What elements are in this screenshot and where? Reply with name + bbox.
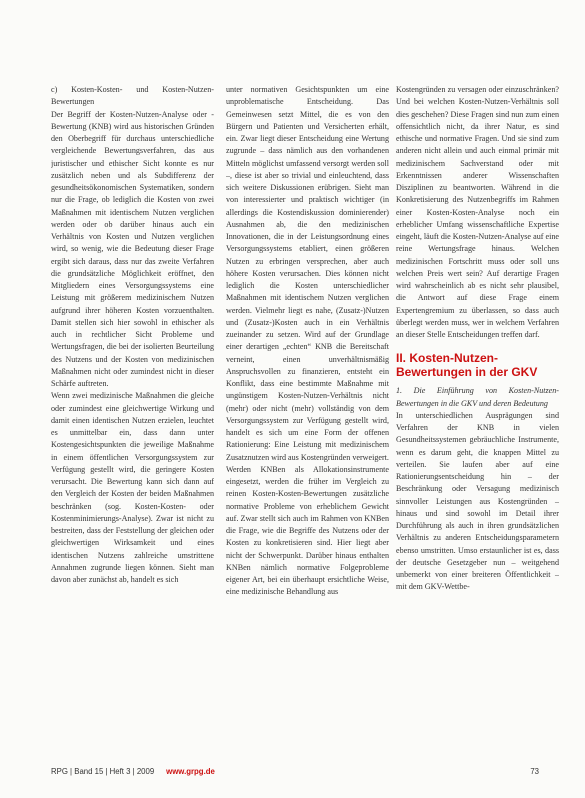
paragraph: unter normativen Gesichtspunkten um eine unproblematische Entscheidung. Das Gemeinwesen setzt Mittel, die es von den Bürgern und Patienten und Versicherten erhält, ein. Zwar liegt dieser Entscheidung eine Wertung zugrunde – dass nämlich aus den vorhandenen Mitteln möglichst umfassend versorgt werden soll –, diese ist aber so trivial und einleuchtend, dass sich weitere Diskussionen erübrigen. Sieht man von interessierter und praktisch wichtiger (in allerdings die Kostendiskussion dominierender) Ausnahmen ab, die den medizinischen Innovationen, die in der Leistungsordnung eines Versorgungssystems etabliert, einen größeren Nutzen zu erbringen versprechen, aber auch höhere Kosten verursachen. Dies können nicht lediglich die Kosten unterschiedlicher Maßnahmen mit identischem Nutzen verglichen werden. Vielmehr liegt es nahe, (Zusatz-)Nutzen und (Zusatz-)Kosten auch in ein Verhältnis zueinander zu setzen. Wird auf der Grundlage einer derartigen „echten“ KNB die Bereitschaft verneint, einen unverhältnismäßig Anspruchsvollen zu finanzieren, entsteht ein Konflikt, dass eine bestimmte Maßnahme mit ungünstigem Kosten-Nutzen-Verhältnis nicht (mehr) oder nicht (mehr) vollständig von dem Versorgungssystem zur Verfügung gestellt wird, handelt es sich um eine Form der offenen Rationierung: Eine Leistung mit medizinischem Zusatznutzen wird aus Kostengründen verweigert.: [226, 85, 389, 462]
text-column-middle: [226, 84, 389, 766]
subsection-heading: 1. Die Einführung von Kosten-Nutzen-Bewertungen in die GKV und deren Bedeutung: [396, 386, 559, 408]
journal-citation: RPG | Band 15 | Heft 3 | 2009: [51, 767, 155, 776]
subheading-kosten-nutzen: c) Kosten-Kosten- und Kosten-Nutzen-Bewertungen: [51, 85, 214, 107]
journal-url-link[interactable]: www.grpg.de: [166, 767, 215, 776]
paragraph: In unterschiedlichen Ausprägungen sind Verfahren der KNB in vielen Gesundheitssystemen gebräuchliche Instrumente, wenn es darum geht, die knappen Mittel zu verteilen. Sie laufen aber auf eine Rationierungsentscheidung hin – der Beschränkung oder Versagung medizinisch sinnvoller Leistungen aus Kostengründen – hinaus und sind sowohl im Detail ihrer Durchführung als auch in ihren grundsätzlichen Verhältnis zu anderen Entscheidungsparametern ebenso umstritten. Umso erstaunlicher ist es, dass der deutsche Gesetzgeber nun – weitgehend unbemerkt von einer breiteren Öffentlichkeit – mit dem GKV-Wettbe-: [396, 410, 559, 592]
page-footer: [51, 767, 539, 776]
text-column-right: [396, 84, 559, 766]
paragraph: Werden KNBen als Allokationsinstrumente eingesetzt, werden die früher im Vergleich zu reinen Kosten-Kosten-Bewertungen zusätzliche normative Probleme von erheblichem Gewicht auf. Zwar stellt sich auch im Rahmen von KNBen die Frage, wie die Begriffe des Nutzens oder der Kosten zu konkretisieren sind. Hier liegt aber nicht der Schwerpunkt. Darüber hinaus enthalten KNBen nämlich normative Folgeprobleme eigener Art, bei ein überhaupt ersichtliche Weise, eine medizinische Behandlung aus: [226, 464, 389, 597]
section-heading: II. Kosten-Nutzen-Bewertungen in der GKV: [396, 351, 538, 380]
paragraph: Der Begriff der Kosten-Nutzen-Analyse oder -Bewertung (KNB) wird aus historischen Gründen den Oberbegriff für durchaus unterschiedliche vergleichende Bewertungsverfahren, das aus juristischer und ethischer Sicht konnte es nur zusätzlich neben und als Subdifferenz der gesundheitsökonomischen Systematiken, sondern nur die Frage, ob lediglich die Kosten von zwei Maßnahmen mit identischem Nutzen verglichen werden oder ob darüber hinaus auch ein Verhältnis von Kosten und Nutzen verglichen wird, so wenig, wie die Bedeutung dieser Frage ergibt sich daraus, dass nur das zweite Verfahren die grundsätzliche Möglichkeit eröffnet, den Mitgliedern eines Versorgungssystems eine Leistung mit größerem medizinischem Nutzen aufgrund ihrer höheren Kosten vorzuenthalten. Damit stellen sich hier sowohl in ethischer als auch in rechtlicher Sicht Probleme und Wertungsfragen, die bei der isolierten Beurteilung des Nutzens und der Kosten von medizinischen Maßnahmen nicht oder zumindest nicht in dieser Schärfe auftreten.: [51, 109, 214, 388]
paragraph: Wenn zwei medizinische Maßnahmen die gleiche oder zumindest eine gleichwertige Wirkung und damit einen identischen Nutzen erzielen, leuchtet es unmittelbar ein, dass dann unter Kostengesichtspunkten die jeweilige Maßnahme in einem öffentlichen Versorgungssystem zur Verfügung gestellt wird, die geringere Kosten verursacht. Die Bewertung kann sich dann auf den Vergleich der Kosten der beiden Maßnahmen beschränken (sog. Kosten-Kosten- oder Kostenminimierungs-Analyse). Zwar ist nicht zu bestreiten, dass der Feststellung der gleichen oder gleichwertigen Wirksamkeit und eines identischen Nutzens zahlreiche umstrittene Annahmen zugrunde liegen können. Sieht man davon aber zunächst ab, handelt es sich: [51, 391, 214, 584]
page-number: 73: [530, 767, 539, 776]
paragraph: Kostengründen zu versagen oder einzuschränken? Und bei welchen Kosten-Nutzen-Verhältnis soll dies geschehen? Diese Fragen sind nun zum einen offensichtlich nicht, da ihrer Natur, es sind ethische und normative Fragen. Und sie sind zum anderen nicht allein und auch einmal primär mit medizinischem Sachverstand oder mit Erkenntnissen anderer Wissenschaften Disziplinen zu beantworten. Während in die Konkretisierung des Nutzenbegriffs im Rahmen einer Kosten-Kosten-Analyse noch ein erheblicher Umfang wissenschaftliche Expertise eingeht, läuft die Kosten-Nutzen-Analyse auf eine reine Wertungsfrage hinaus. Welchen medizinischen Fortschritt muss oder soll uns welchen Preis wert sein? Auf derartige Fragen wird wahrscheinlich ab es nicht sehr plausibel, die Antwort auf diese Frage einem Expertengremium zu überlassen, so dass auch überlegt werden muss, wer in welchem Verfahren an dieser Stelle Entscheidungen treffen darf.: [396, 85, 559, 339]
text-column-left: [51, 84, 214, 766]
